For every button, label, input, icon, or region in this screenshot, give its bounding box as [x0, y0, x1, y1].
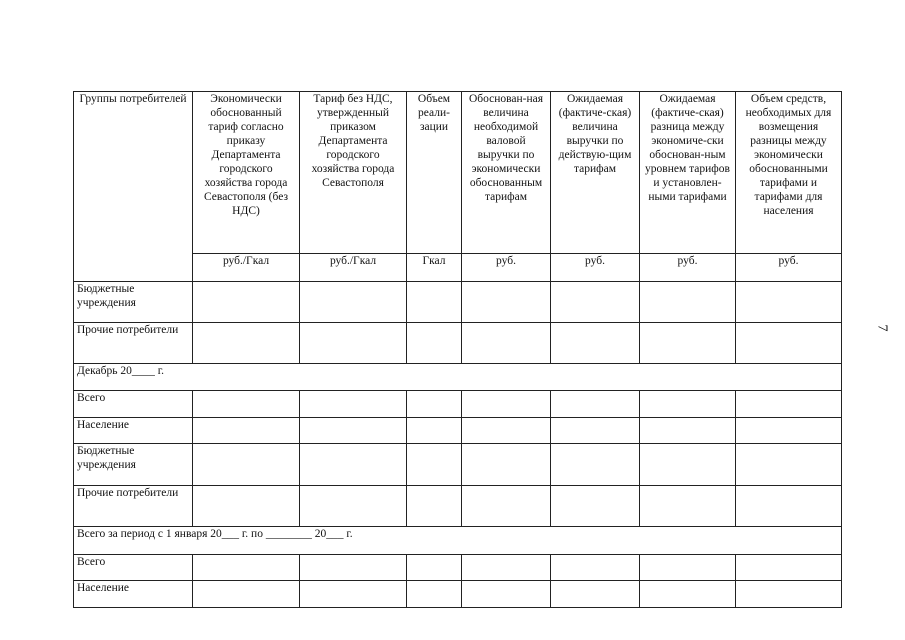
table-row: [74, 486, 842, 527]
empty-cell: [640, 418, 736, 444]
empty-cell: [462, 418, 551, 444]
header-compensation-amount: Объем средств, необходимых для возмещения разницы между экономически обоснованными тарифами и тарифами для населения: [736, 92, 842, 254]
empty-cell: [193, 444, 300, 486]
empty-cell: [551, 282, 640, 323]
empty-cell: [551, 323, 640, 364]
empty-cell: [736, 581, 842, 608]
empty-cell: [640, 282, 736, 323]
empty-cell: [193, 418, 300, 444]
header-consumer-groups: Группы потребителей: [74, 92, 193, 282]
empty-cell: [551, 581, 640, 608]
empty-cell: [462, 323, 551, 364]
header-economic-tariff: Экономически обоснованный тариф согласно приказу Департамента городского хозяйства города Севастополя (без НДС): [193, 92, 300, 254]
empty-cell: [462, 391, 551, 418]
empty-cell: [736, 486, 842, 527]
row-label: Всего: [74, 391, 193, 418]
section-row: [74, 364, 842, 391]
empty-cell: [736, 391, 842, 418]
empty-cell: [407, 444, 462, 486]
unit-cell: руб.: [551, 254, 640, 282]
empty-cell: [551, 486, 640, 527]
empty-cell: [300, 444, 407, 486]
row-label: Всего: [74, 555, 193, 581]
section-label: Декабрь 20____ г.: [74, 364, 842, 391]
page-number: 7: [874, 324, 890, 332]
header-row: [74, 92, 842, 254]
unit-cell: руб.: [462, 254, 551, 282]
row-label: Прочие потребители: [74, 486, 193, 527]
empty-cell: [193, 581, 300, 608]
empty-cell: [300, 555, 407, 581]
row-label: Население: [74, 418, 193, 444]
empty-cell: [640, 581, 736, 608]
empty-cell: [407, 581, 462, 608]
empty-cell: [300, 323, 407, 364]
empty-cell: [193, 391, 300, 418]
empty-cell: [407, 282, 462, 323]
header-approved-tariff: Тариф без НДС, утвержденный приказом Департамента городского хозяйства города Севастополя: [300, 92, 407, 254]
empty-cell: [551, 444, 640, 486]
empty-cell: [462, 444, 551, 486]
empty-cell: [407, 391, 462, 418]
tariff-table: [73, 91, 842, 608]
empty-cell: [193, 282, 300, 323]
empty-cell: [640, 444, 736, 486]
row-label: Бюджетные учреждения: [74, 282, 193, 323]
empty-cell: [736, 418, 842, 444]
unit-cell: руб./Гкал: [300, 254, 407, 282]
row-label: Прочие потребители: [74, 323, 193, 364]
empty-cell: [407, 555, 462, 581]
empty-cell: [736, 323, 842, 364]
empty-cell: [407, 418, 462, 444]
section-label: Всего за период с 1 января 20___ г. по ________ 20___ г.: [74, 527, 842, 555]
empty-cell: [407, 323, 462, 364]
empty-cell: [640, 486, 736, 527]
empty-cell: [462, 486, 551, 527]
section-row: [74, 527, 842, 555]
header-expected-difference: Ожидаемая (фактиче-ская) разница между экономиче-ски обоснован-ным уровнем тарифов и установлен-ными тарифами: [640, 92, 736, 254]
table-row: [74, 581, 842, 608]
empty-cell: [300, 282, 407, 323]
empty-cell: [551, 391, 640, 418]
table-row: [74, 418, 842, 444]
empty-cell: [300, 581, 407, 608]
row-label: Бюджетные учреждения: [74, 444, 193, 486]
empty-cell: [193, 486, 300, 527]
empty-cell: [193, 555, 300, 581]
unit-cell: руб.: [736, 254, 842, 282]
empty-cell: [300, 418, 407, 444]
table-row: [74, 323, 842, 364]
empty-cell: [462, 581, 551, 608]
empty-cell: [640, 391, 736, 418]
empty-cell: [736, 555, 842, 581]
empty-cell: [640, 555, 736, 581]
empty-cell: [300, 486, 407, 527]
empty-cell: [193, 323, 300, 364]
header-required-revenue: Обоснован-ная величина необходимой валовой выручки по экономически обоснованным тарифам: [462, 92, 551, 254]
unit-cell: руб.: [640, 254, 736, 282]
unit-cell: руб./Гкал: [193, 254, 300, 282]
empty-cell: [300, 391, 407, 418]
empty-cell: [640, 323, 736, 364]
header-expected-revenue: Ожидаемая (фактиче-ская) величина выручки по действую-щим тарифам: [551, 92, 640, 254]
empty-cell: [736, 444, 842, 486]
empty-cell: [462, 282, 551, 323]
header-sales-volume: Объем реали-зации: [407, 92, 462, 254]
table-row: [74, 555, 842, 581]
empty-cell: [551, 418, 640, 444]
empty-cell: [551, 555, 640, 581]
table-row: [74, 444, 842, 486]
empty-cell: [407, 486, 462, 527]
table-row: [74, 391, 842, 418]
row-label: Население: [74, 581, 193, 608]
empty-cell: [736, 282, 842, 323]
empty-cell: [462, 555, 551, 581]
unit-cell: Гкал: [407, 254, 462, 282]
table-row: [74, 282, 842, 323]
